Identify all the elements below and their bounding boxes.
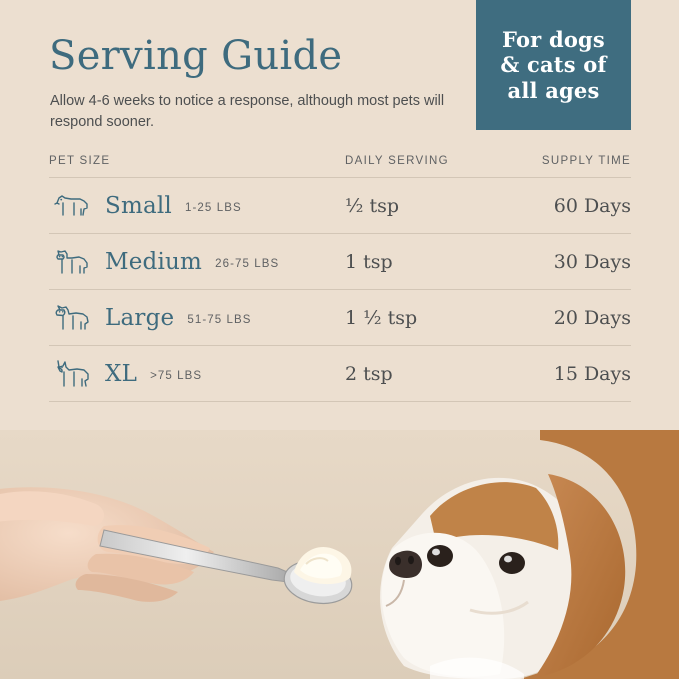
table-header-row: [49, 155, 631, 177]
page-title: Serving Guide: [49, 33, 343, 79]
column-header-supply-time: SUPPLY TIME: [541, 155, 631, 167]
pet-size-name: Medium: [105, 248, 203, 275]
serving-table: [49, 155, 631, 402]
daily-serving-cell: 2 tsp: [345, 362, 393, 385]
dog-small-icon: [49, 189, 95, 223]
pet-size-weight: >75 LBS: [150, 369, 203, 382]
table-row: [49, 177, 631, 233]
dog-medium-icon: [49, 245, 95, 279]
supply-time-cell: 15 Days: [553, 362, 631, 385]
daily-serving-cell: ½ tsp: [345, 194, 400, 217]
table-row: [49, 233, 631, 289]
column-header-pet-size: PET SIZE: [49, 155, 111, 167]
pet-size-cell: [49, 357, 345, 391]
supply-time-cell: 30 Days: [553, 250, 631, 273]
pet-size-name: XL: [105, 360, 138, 387]
dog-xl-icon: [49, 357, 95, 391]
product-photo: [0, 430, 679, 679]
pet-size-weight: 51-75 LBS: [187, 313, 252, 326]
badge-line-1: For dogs: [502, 26, 605, 52]
column-header-daily-serving: DAILY SERVING: [345, 155, 449, 167]
status-badge: [476, 0, 631, 130]
daily-serving-cell: 1 tsp: [345, 250, 393, 273]
pet-size-weight: 26-75 LBS: [215, 257, 280, 270]
supply-time-cell: 60 Days: [553, 194, 631, 217]
badge-line-3: all ages: [507, 77, 600, 103]
badge-line-2: & cats of: [500, 52, 607, 78]
pet-size-weight: 1-25 LBS: [185, 201, 242, 214]
pet-size-name: Small: [105, 192, 172, 219]
table-row: [49, 289, 631, 345]
daily-serving-cell: 1 ½ tsp: [345, 306, 418, 329]
pet-size-cell: [49, 245, 345, 279]
table-row: [49, 345, 631, 402]
supply-time-cell: 20 Days: [553, 306, 631, 329]
page-subtitle: Allow 4-6 weeks to notice a response, although most pets will respond sooner.: [50, 93, 445, 131]
pet-size-name: Large: [105, 304, 175, 331]
pet-size-cell: [49, 189, 345, 223]
dog-large-icon: [49, 301, 95, 335]
pet-size-cell: [49, 301, 345, 335]
